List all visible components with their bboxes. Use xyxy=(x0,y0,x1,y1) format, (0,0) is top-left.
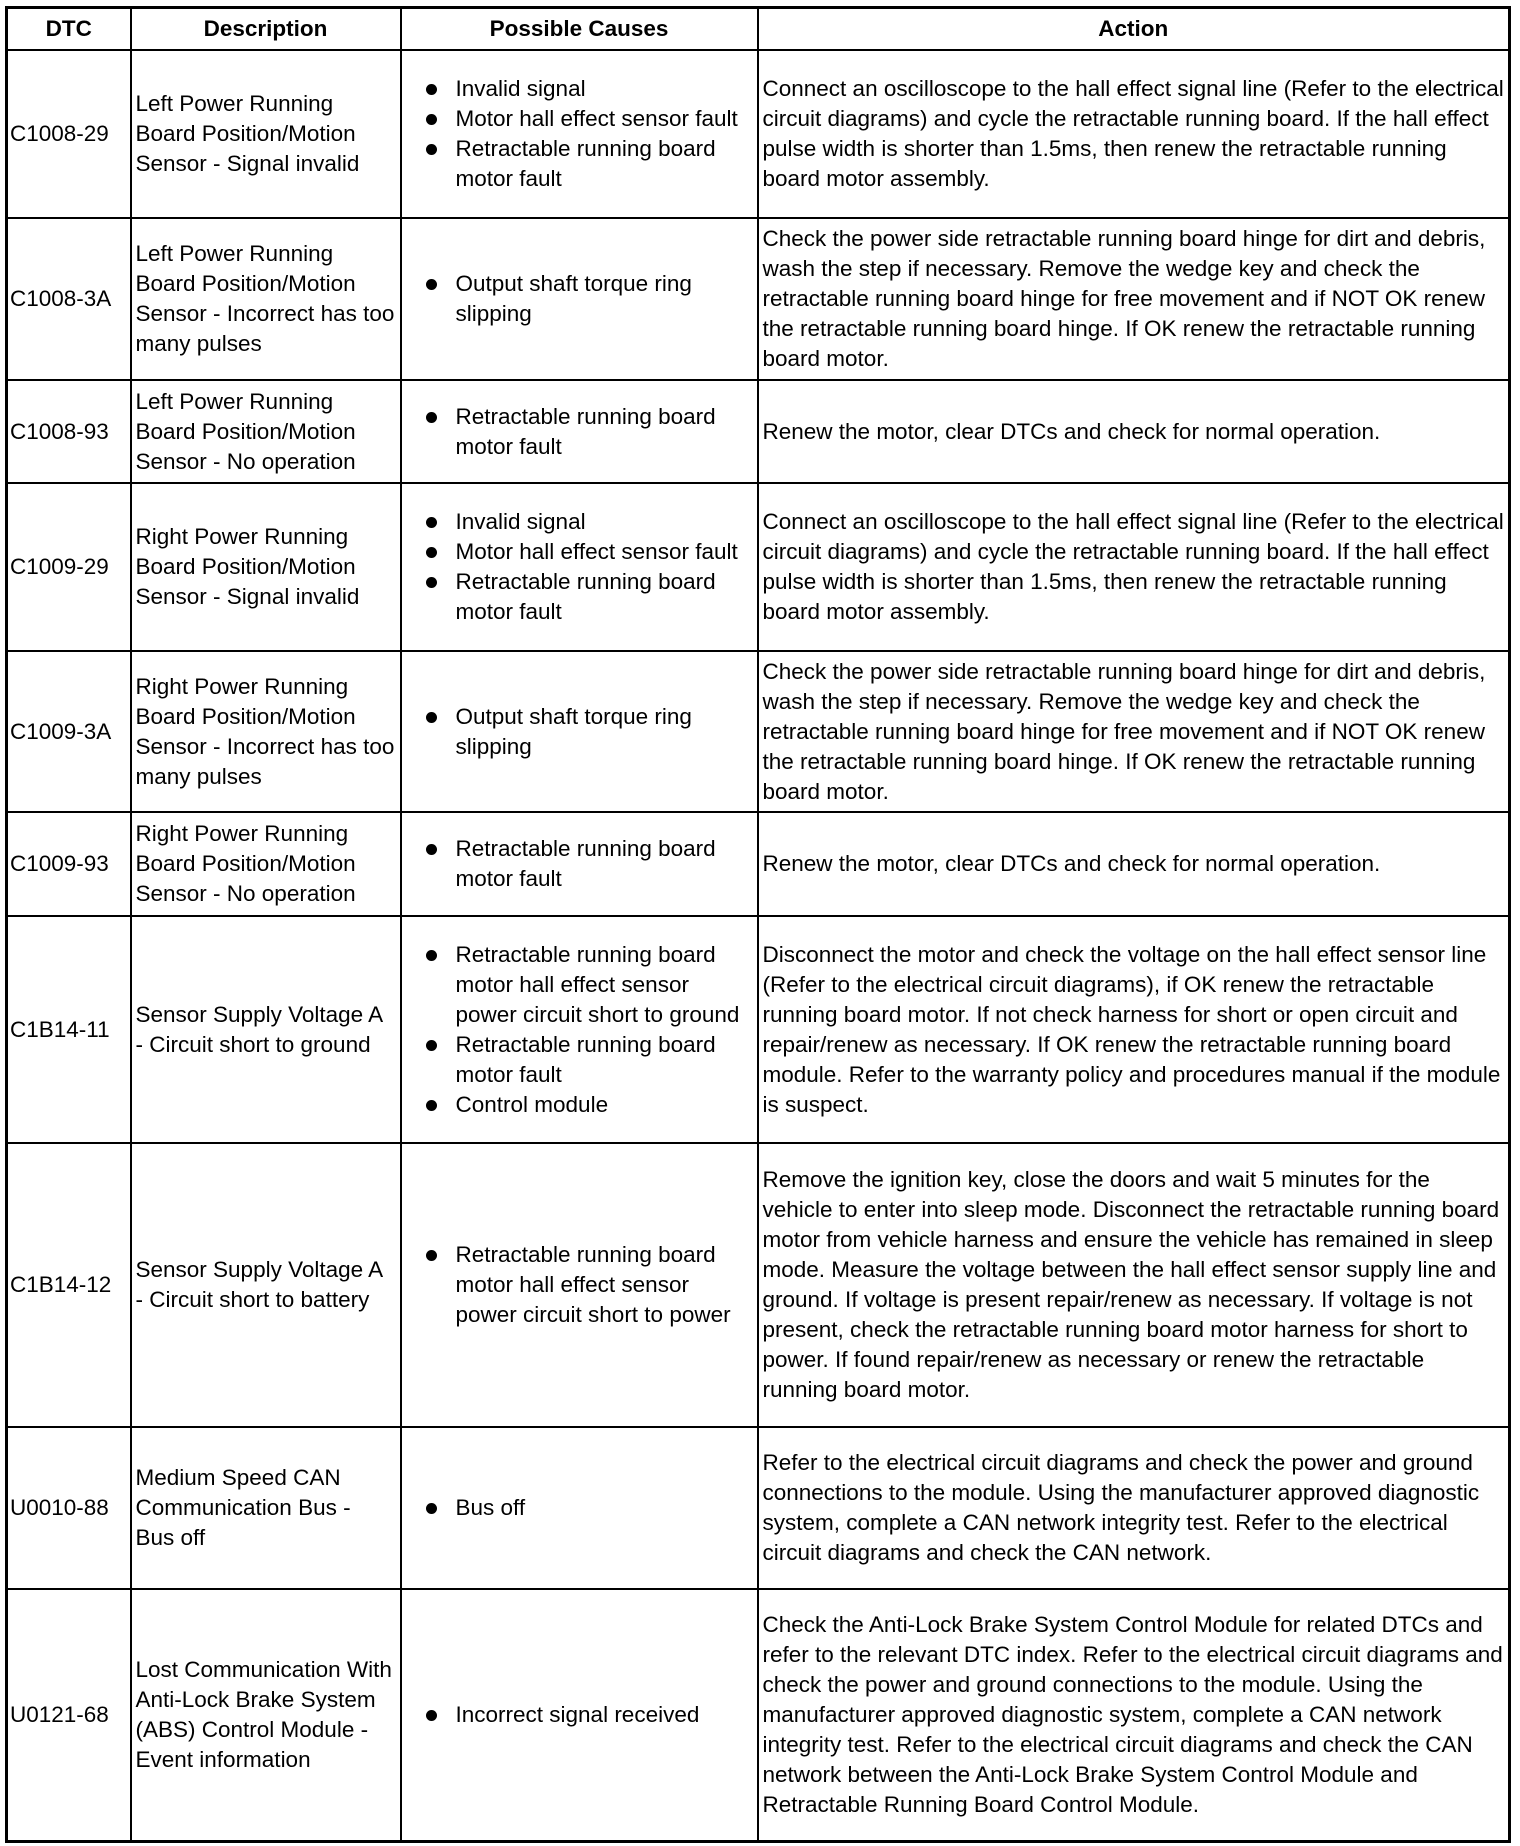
description: Right Power Running Board Position/Motion Sensor - No operation xyxy=(131,812,401,916)
cause-item: Invalid signal xyxy=(456,74,753,104)
possible-causes xyxy=(401,380,758,483)
cause-item: Retractable running board motor hall effect sensor power circuit short to power xyxy=(456,1240,753,1330)
cause-item: Incorrect signal received xyxy=(456,1700,753,1730)
causes-list xyxy=(406,1493,753,1523)
action: Check the power side retractable running board hinge for dirt and debris, wash the step if necessary. Remove the wedge key and check the retractable running board hinge for free movement and if NOT OK renew the retractable running board hinge. If OK renew the retractable running board motor. xyxy=(758,651,1510,812)
causes-list xyxy=(406,1240,753,1330)
possible-causes xyxy=(401,218,758,380)
action: Check the Anti-Lock Brake System Control Module for related DTCs and refer to the relevant DTC index. Refer to the electrical circuit diagrams and check the power and ground connections to the module. Using the manufacturer approved diagnostic system, complete a CAN network integrity test. Refer to the electrical circuit diagrams and check the CAN network between the Anti-Lock Brake System Control Module and Retractable Running Board Control Module. xyxy=(758,1589,1510,1841)
table-row xyxy=(7,812,1510,916)
causes-list xyxy=(406,269,753,329)
dtc-table xyxy=(5,6,1511,1843)
description: Left Power Running Board Position/Motion Sensor - Signal invalid xyxy=(131,50,401,218)
table-row xyxy=(7,651,1510,812)
cause-item: Bus off xyxy=(456,1493,753,1523)
description: Right Power Running Board Position/Motion Sensor - Signal invalid xyxy=(131,483,401,651)
causes-list xyxy=(406,402,753,462)
dtc-code: C1008-29 xyxy=(7,50,131,218)
action: Refer to the electrical circuit diagrams and check the power and ground connections to the module. Using the manufacturer approved diagnostic system, complete a CAN network integrity test. Refer to the electrical circuit diagrams and check the CAN network. xyxy=(758,1427,1510,1589)
table-row xyxy=(7,50,1510,218)
possible-causes xyxy=(401,1589,758,1841)
table-row xyxy=(7,1143,1510,1427)
dtc-code: C1009-3A xyxy=(7,651,131,812)
dtc-code: C1008-93 xyxy=(7,380,131,483)
dtc-code: C1009-93 xyxy=(7,812,131,916)
possible-causes xyxy=(401,651,758,812)
description: Left Power Running Board Position/Motion Sensor - No operation xyxy=(131,380,401,483)
table-row xyxy=(7,1427,1510,1589)
action: Renew the motor, clear DTCs and check for normal operation. xyxy=(758,812,1510,916)
header-row xyxy=(7,8,1510,51)
header-dtc: DTC xyxy=(7,8,131,51)
cause-item: Retractable running board motor fault xyxy=(456,1030,753,1090)
action: Remove the ignition key, close the doors and wait 5 minutes for the vehicle to enter into sleep mode. Disconnect the retractable running board motor from vehicle harness and ensure the vehicle has remained in sleep mode. Measure the voltage between the hall effect sensor supply line and ground. If voltage is present repair/renew as necessary. If voltage is not present, check the retractable running board motor harness for short to power. If found repair/renew as necessary or renew the retractable running board motor. xyxy=(758,1143,1510,1427)
cause-item: Retractable running board motor fault xyxy=(456,567,753,627)
possible-causes xyxy=(401,1427,758,1589)
causes-list xyxy=(406,940,753,1120)
table-row xyxy=(7,916,1510,1143)
causes-list xyxy=(406,834,753,894)
cause-item: Control module xyxy=(456,1090,753,1120)
dtc-code: C1008-3A xyxy=(7,218,131,380)
action: Connect an oscilloscope to the hall effect signal line (Refer to the electrical circuit diagrams) and cycle the retractable running board. If the hall effect pulse width is shorter than 1.5ms, then renew the retractable running board motor assembly. xyxy=(758,483,1510,651)
dtc-code: C1009-29 xyxy=(7,483,131,651)
cause-item: Invalid signal xyxy=(456,507,753,537)
table-row xyxy=(7,483,1510,651)
action: Renew the motor, clear DTCs and check for normal operation. xyxy=(758,380,1510,483)
description: Sensor Supply Voltage A - Circuit short to ground xyxy=(131,916,401,1143)
header-causes: Possible Causes xyxy=(401,8,758,51)
dtc-code: U0121-68 xyxy=(7,1589,131,1841)
causes-list xyxy=(406,1700,753,1730)
cause-item: Motor hall effect sensor fault xyxy=(456,104,753,134)
table-row xyxy=(7,218,1510,380)
cause-item: Retractable running board motor fault xyxy=(456,134,753,194)
action: Disconnect the motor and check the voltage on the hall effect sensor line (Refer to the electrical circuit diagrams), if OK renew the retractable running board motor. If not check harness for short or open circuit and repair/renew as necessary. If OK renew the retractable running board module. Refer to the warranty policy and procedures manual if the module is suspect. xyxy=(758,916,1510,1143)
causes-list xyxy=(406,74,753,194)
causes-list xyxy=(406,702,753,762)
header-description: Description xyxy=(131,8,401,51)
description: Sensor Supply Voltage A - Circuit short to battery xyxy=(131,1143,401,1427)
description: Right Power Running Board Position/Motion Sensor - Incorrect has too many pulses xyxy=(131,651,401,812)
cause-item: Retractable running board motor fault xyxy=(456,834,753,894)
dtc-code: C1B14-11 xyxy=(7,916,131,1143)
description: Medium Speed CAN Communication Bus - Bus off xyxy=(131,1427,401,1589)
possible-causes xyxy=(401,483,758,651)
table-row xyxy=(7,380,1510,483)
dtc-code: C1B14-12 xyxy=(7,1143,131,1427)
possible-causes xyxy=(401,1143,758,1427)
cause-item: Retractable running board motor fault xyxy=(456,402,753,462)
action: Connect an oscilloscope to the hall effect signal line (Refer to the electrical circuit diagrams) and cycle the retractable running board. If the hall effect pulse width is shorter than 1.5ms, then renew the retractable running board motor assembly. xyxy=(758,50,1510,218)
causes-list xyxy=(406,507,753,627)
cause-item: Output shaft torque ring slipping xyxy=(456,269,753,329)
possible-causes xyxy=(401,916,758,1143)
action: Check the power side retractable running board hinge for dirt and debris, wash the step if necessary. Remove the wedge key and check the retractable running board hinge for free movement and if NOT OK renew the retractable running board hinge. If OK renew the retractable running board motor. xyxy=(758,218,1510,380)
cause-item: Output shaft torque ring slipping xyxy=(456,702,753,762)
header-action: Action xyxy=(758,8,1510,51)
possible-causes xyxy=(401,50,758,218)
cause-item: Motor hall effect sensor fault xyxy=(456,537,753,567)
cause-item: Retractable running board motor hall effect sensor power circuit short to ground xyxy=(456,940,753,1030)
description: Left Power Running Board Position/Motion Sensor - Incorrect has too many pulses xyxy=(131,218,401,380)
possible-causes xyxy=(401,812,758,916)
description: Lost Communication With Anti-Lock Brake System (ABS) Control Module - Event information xyxy=(131,1589,401,1841)
dtc-code: U0010-88 xyxy=(7,1427,131,1589)
table-row xyxy=(7,1589,1510,1841)
